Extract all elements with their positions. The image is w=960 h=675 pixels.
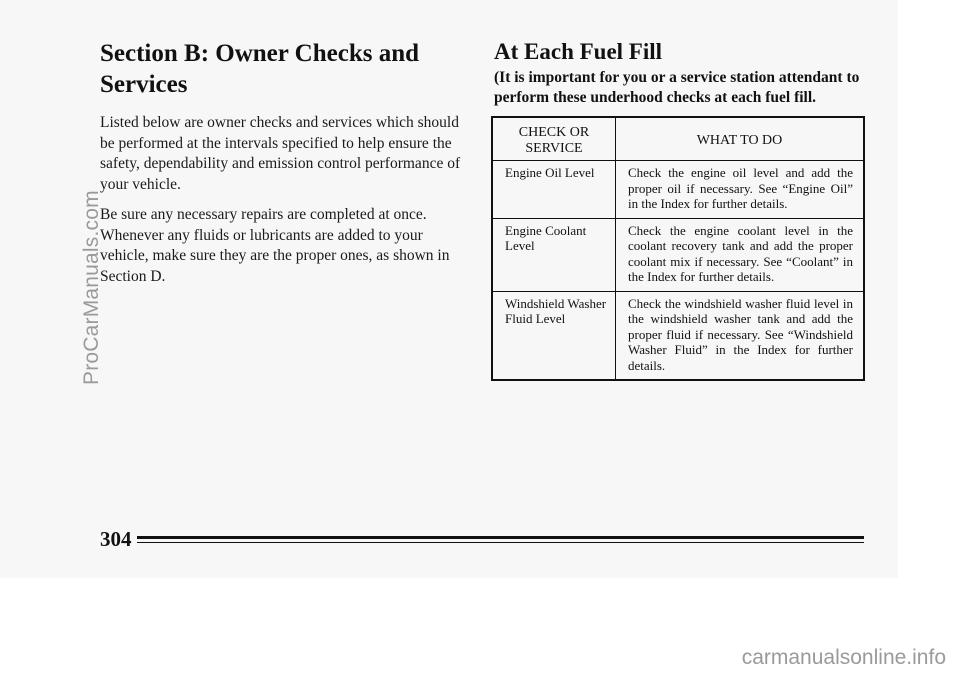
checks-table [491, 116, 865, 381]
footer-rule-thick [137, 536, 864, 539]
header-what-to-do: WHAT TO DO [616, 117, 865, 161]
row-action: Check the engine coolant level in the coolant recovery tank and add the proper coolant mix if necessary. See “Coolant” in the Index for further details. [616, 218, 865, 291]
section-title: Section B: Owner Checks and Services [100, 40, 420, 98]
side-watermark: ProCarManuals.com [80, 190, 103, 385]
table-row [492, 291, 864, 380]
left-column [100, 38, 470, 287]
row-item: Engine Coolant Level [492, 218, 616, 291]
page-number: 304 [100, 527, 132, 551]
row-action: Check the engine oil level and add the proper oil if necessary. See “Engine Oil” in the Index for further details. [616, 161, 865, 219]
repairs-paragraph: Be sure any necessary repairs are completed at once. Whenever any fluids or lubricants are added to your vehicle, make sure they are the proper ones, as shown in Section D. [100, 206, 450, 285]
table-row [492, 161, 864, 219]
fuel-fill-subtitle: (It is important for you or a service station attendant to perform these underhood checks at each fuel fill. [494, 69, 860, 106]
header-check-or-service: CHECK OR SERVICE [492, 117, 616, 161]
footer-rule-thin [137, 542, 864, 543]
row-item: Windshield Washer Fluid Level [492, 291, 616, 380]
right-column [494, 38, 874, 108]
intro-paragraph: Listed below are owner checks and services which should be performed at the intervals specified to help ensure the safety, dependability and emission control performance of your vehicle. [100, 114, 461, 193]
table-header-row [492, 117, 864, 161]
table-row [492, 218, 864, 291]
row-item: Engine Oil Level [492, 161, 616, 219]
footer-site-watermark: carmanualsonline.info [741, 646, 946, 669]
row-action: Check the windshield washer fluid level in the windshield washer tank and add the proper fluid if necessary. See “Windshield Washer Fluid” in the Index for further details. [616, 291, 865, 380]
fuel-fill-title: At Each Fuel Fill [494, 39, 663, 64]
